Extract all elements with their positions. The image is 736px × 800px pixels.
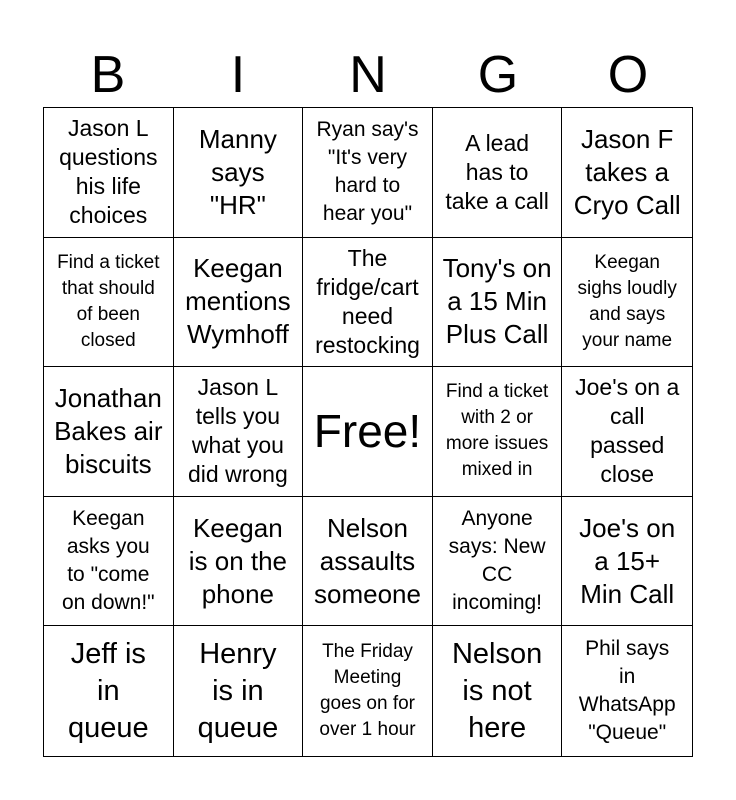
bingo-cell-r1c1[interactable] bbox=[44, 108, 174, 238]
bingo-header bbox=[43, 44, 693, 106]
bingo-cell-free[interactable] bbox=[303, 367, 433, 497]
cell-text: Jason L tells you what you did wrong bbox=[188, 374, 288, 488]
bingo-cell-r1c5[interactable] bbox=[562, 108, 692, 238]
bingo-cell-r4c4[interactable] bbox=[433, 497, 563, 627]
cell-text: Jason L questions his life choices bbox=[59, 115, 158, 229]
bingo-cell-r5c3[interactable] bbox=[303, 626, 433, 756]
bingo-cell-r2c4[interactable] bbox=[433, 238, 563, 368]
bingo-cell-r2c2[interactable] bbox=[174, 238, 304, 368]
cell-text: Jeff is in queue bbox=[67, 637, 149, 744]
cell-text: Keegan is on the phone bbox=[188, 512, 288, 609]
cell-text: Ryan say's "It's very hard to hear you" bbox=[316, 118, 419, 226]
cell-text: Tony's on a 15 Min Plus Call bbox=[442, 253, 552, 350]
header-letter-n: N bbox=[349, 46, 387, 104]
bingo-cell-r3c1[interactable] bbox=[44, 367, 174, 497]
bingo-board bbox=[43, 107, 693, 757]
cell-text: Keegan mentions Wymhoff bbox=[185, 253, 291, 350]
cell-text: Jonathan Bakes air biscuits bbox=[54, 382, 163, 479]
bingo-cell-r3c5[interactable] bbox=[562, 367, 692, 497]
bingo-cell-r4c3[interactable] bbox=[303, 497, 433, 627]
bingo-cell-r4c1[interactable] bbox=[44, 497, 174, 627]
bingo-cell-r5c1[interactable] bbox=[44, 626, 174, 756]
bingo-cell-r4c5[interactable] bbox=[562, 497, 692, 627]
header-letter-g: G bbox=[477, 46, 519, 104]
cell-text: The fridge/cart need restocking bbox=[315, 244, 420, 358]
bingo-cell-r5c2[interactable] bbox=[174, 626, 304, 756]
bingo-cell-r4c2[interactable] bbox=[174, 497, 304, 627]
cell-text: Joe's on a 15+ Min Call bbox=[579, 512, 676, 609]
cell-text: Find a ticket with 2 or more issues mixed in bbox=[445, 381, 549, 481]
cell-text: Keegan sighs loudly and says your name bbox=[577, 251, 677, 351]
cell-text: Nelson assaults someone bbox=[314, 512, 421, 609]
bingo-cell-r2c1[interactable] bbox=[44, 238, 174, 368]
cell-text: Nelson is not here bbox=[451, 637, 543, 744]
bingo-cell-r2c3[interactable] bbox=[303, 238, 433, 368]
cell-text: Jason F takes a Cryo Call bbox=[573, 123, 681, 220]
cell-text: Keegan asks you to "come on down!" bbox=[61, 507, 155, 615]
cell-text: Find a ticket that should of been closed bbox=[57, 251, 160, 351]
header-letter-b: B bbox=[90, 46, 126, 104]
cell-text: Henry is in queue bbox=[197, 637, 279, 744]
free-space-text: Free! bbox=[313, 405, 422, 458]
bingo-cell-r2c5[interactable] bbox=[562, 238, 692, 368]
bingo-cell-r5c4[interactable] bbox=[433, 626, 563, 756]
bingo-cell-r3c4[interactable] bbox=[433, 367, 563, 497]
cell-text: Joe's on a call passed close bbox=[575, 374, 680, 488]
header-letter-i: I bbox=[230, 46, 246, 104]
bingo-cell-r1c2[interactable] bbox=[174, 108, 304, 238]
cell-text: Anyone says: New CC incoming! bbox=[448, 507, 546, 615]
bingo-cell-r3c2[interactable] bbox=[174, 367, 304, 497]
cell-text: Manny says "HR" bbox=[198, 123, 277, 220]
cell-text: A lead has to take a call bbox=[445, 129, 549, 214]
bingo-cell-r1c3[interactable] bbox=[303, 108, 433, 238]
header-letter-o: O bbox=[607, 46, 649, 104]
bingo-cell-r5c5[interactable] bbox=[562, 626, 692, 756]
cell-text: The Friday Meeting goes on for over 1 hour bbox=[319, 641, 416, 741]
cell-text: Phil says in WhatsApp "Queue" bbox=[578, 637, 676, 745]
bingo-cell-r1c4[interactable] bbox=[433, 108, 563, 238]
